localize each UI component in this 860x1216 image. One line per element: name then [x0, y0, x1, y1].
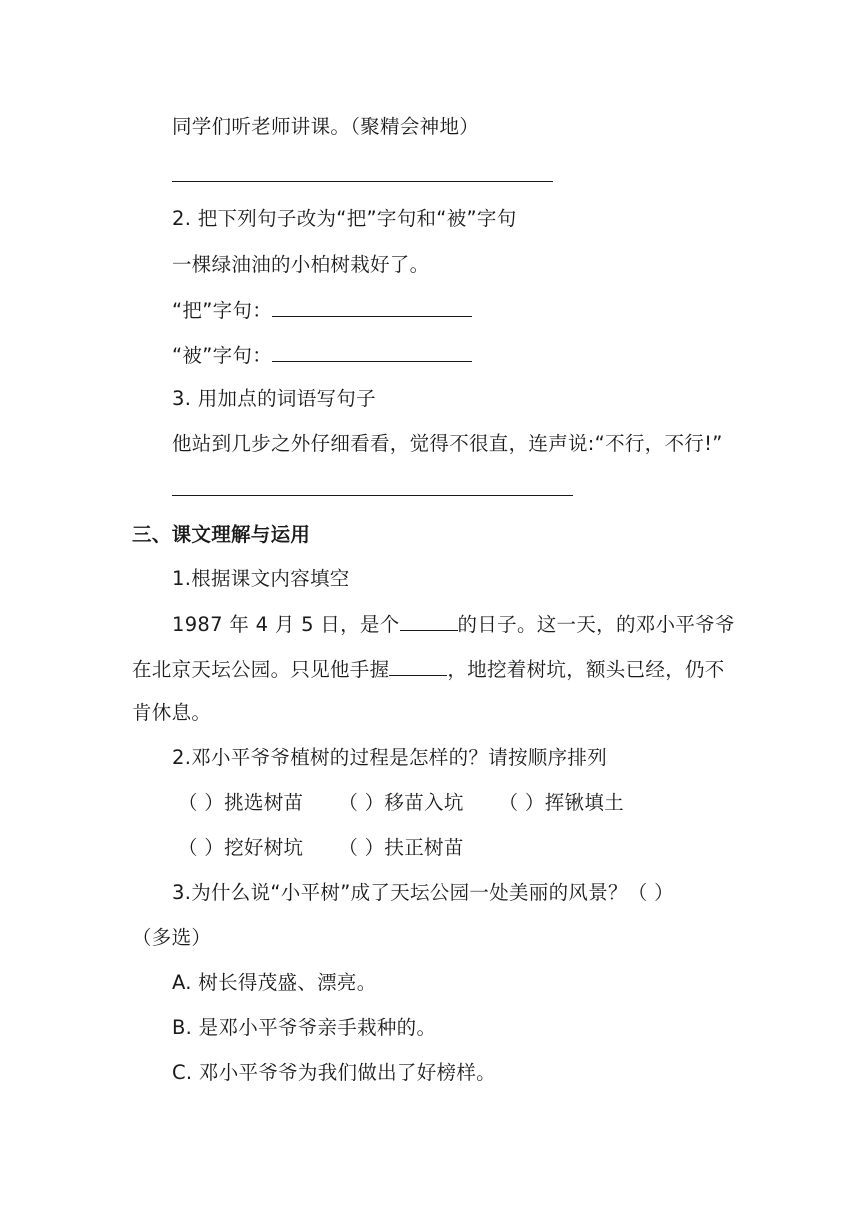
fill-text-line-2 — [132, 655, 725, 684]
fill-blank — [389, 655, 447, 676]
bei-answer-blank — [272, 341, 472, 362]
order-item — [338, 791, 463, 814]
order-paren: （ ） — [338, 791, 385, 814]
q2-ba-row — [172, 296, 472, 325]
order-paren: （ ） — [178, 836, 225, 859]
order-label: 挥锹填土 — [544, 791, 624, 814]
order-paren: （ ） — [178, 791, 225, 814]
q1-sentence: 同学们听老师讲课。（聚精会神地） — [172, 115, 480, 138]
order-label: 挖好树坑 — [224, 836, 304, 859]
option-c: C. 邓小平爷爷为我们做出了好榜样。 — [172, 1061, 496, 1084]
fill-text: 的日子。这一天，的邓小平爷爷 — [457, 613, 735, 636]
bei-label: “被”字句： — [172, 344, 273, 367]
order-paren: （ ） — [338, 836, 385, 859]
ba-answer-blank — [272, 296, 472, 317]
s3-q2-title: 2.邓小平爷爷植树的过程是怎样的？请按顺序排列 — [172, 746, 608, 769]
fill-text: 在北京天坛公园。只见他手握 — [132, 658, 390, 681]
q3-sentence: 他站到几步之外仔细看看，觉得不很直，连声说:“不行，不行!” — [172, 432, 723, 455]
order-item — [338, 836, 463, 859]
order-paren: （ ） — [498, 791, 545, 814]
fill-text: 1987 年 4 月 5 日，是个 — [172, 613, 400, 636]
option-b: B. 是邓小平爷爷亲手栽种的。 — [172, 1016, 437, 1039]
section-heading: 三、课文理解与运用 — [132, 523, 311, 546]
order-label: 挑选树苗 — [224, 791, 304, 814]
fill-text-line-1 — [172, 610, 735, 639]
q3-title: 3. 用加点的词语写句子 — [172, 387, 376, 410]
order-item — [178, 791, 303, 814]
q2-title: 2. 把下列句子改为“把”字句和“被”字句 — [172, 207, 517, 230]
fill-text: ，地挖着树坑，额头已经，仍不 — [447, 658, 725, 681]
q2-sentence: 一棵绿油油的小柏树栽好了。 — [172, 253, 430, 276]
order-label: 移苗入坑 — [384, 791, 464, 814]
order-item — [178, 836, 303, 859]
fill-blank — [400, 610, 458, 631]
fill-text-line-3: 肯休息。 — [132, 701, 212, 724]
answer-line — [172, 181, 553, 182]
order-label: 扶正树苗 — [384, 836, 464, 859]
s3-q3-title: 3.为什么说“小平树”成了天坛公园一处美丽的风景？（ ） — [172, 881, 674, 904]
order-row-2 — [178, 834, 464, 862]
order-item — [499, 791, 624, 814]
answer-line — [172, 495, 573, 496]
ba-label: “把”字句： — [172, 299, 273, 322]
q2-bei-row — [172, 341, 472, 370]
s3-q3-note: （多选） — [132, 926, 212, 949]
option-a: A. 树长得茂盛、漂亮。 — [172, 971, 377, 994]
order-row-1 — [178, 789, 624, 817]
s3-q1-title: 1.根据课文内容填空 — [172, 567, 350, 590]
